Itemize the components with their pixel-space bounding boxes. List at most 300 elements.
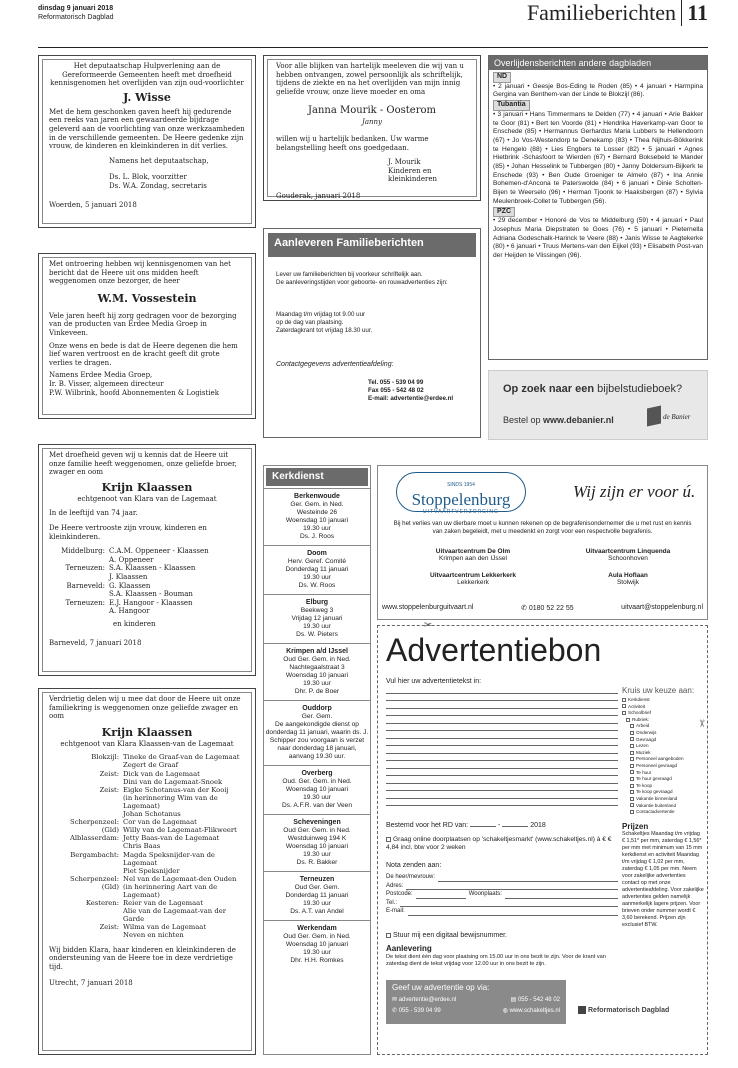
option-checkbox[interactable] [622, 711, 626, 715]
family-member: Tineke de Graaf-van de Lagemaat [123, 753, 240, 762]
family-member: G. Klaassen [109, 581, 151, 590]
banier-text: Op zoek naar een [503, 383, 595, 395]
family-member: S.A. Klaassen - Bouman [109, 590, 193, 599]
prices-text: Schakeltjes Maandag t/m vrijdag € 1,51* per mm, zaterdag € 1,56* per mm met minimum van 15 mm kerkdienst en activiteit Maandag t/m vrijdag € 1,02 per mm, zaterdag € 1,05 per mm. Neem voor zakelijke advertenties contact op met onze advertentieafdeling. Voor zakelijke advertenties gelden namelijk aanmerkelijk lagere prijzen. Voor brieven onder nummer wordt € 3,60 berekend. Prijzen zijn exclusief BTW. [622, 830, 704, 928]
family-place [49, 867, 123, 875]
kerkdienst-place: Berkenwoude [294, 493, 340, 500]
option-label: Vakantie binnenland [636, 795, 678, 801]
kerkdienst-detail: Ger. Gem. [301, 713, 333, 720]
family-row [49, 794, 245, 810]
fax-icon: ▤ [510, 997, 517, 1003]
family-place: Bergambacht: [70, 850, 119, 859]
contact-fax: 055 - 542 48 02 [517, 997, 560, 1003]
stoppelenburg-email[interactable]: uitvaart@stoppelenburg.nl [621, 604, 703, 611]
kerkdienst-detail: 19.30 uur [303, 949, 331, 956]
banier-ad[interactable] [488, 370, 708, 440]
kerkdienst-detail: Westeinde 26 [296, 509, 338, 516]
contact-website[interactable]: www.schakeltjes.nl [509, 1008, 560, 1014]
notice-body: willen wij u hartelijk bedanken. Uw warme belangstelling heeft ons goedgedaan. [276, 134, 429, 152]
family-row [49, 931, 245, 939]
notice-intro: Voor alle blijken van hartelijk meeleven die wij van u hebben ontvangen, zowel persoonlijk als schriftelijk, tijdens de ziekte en na het overlijden van mijn innig geliefde vrouw, onze lieve moeder en oma [276, 62, 464, 96]
header-rule [38, 47, 708, 48]
option-label: Gevraagd [636, 736, 657, 742]
family-place: (Gld) [101, 826, 119, 835]
aanlevering-text: De tekst dient één dag voor plaatsing om 15.00 uur in ons bezit te zijn. Voor de krant van zaterdag dient de tekst vrijdag voor 12.00 uur in ons bezit te zijn. [386, 954, 606, 967]
option-checkbox[interactable] [630, 757, 634, 761]
category-option[interactable] [622, 737, 704, 744]
aanleveren-text: op de dag van plaatsing. [276, 319, 344, 326]
date-day-field[interactable] [470, 826, 496, 827]
stoppelenburg-logo [396, 472, 526, 515]
category-option[interactable] [622, 783, 704, 790]
family-place [49, 794, 123, 810]
family-row [49, 834, 245, 842]
kerkdienst-detail: Vrijdag 12 januari [291, 615, 343, 622]
category-option[interactable] [622, 704, 704, 711]
family-place: Scherpenzeel: [70, 874, 119, 883]
aanleveren-box [263, 228, 481, 438]
family-place: Terneuzen: [65, 564, 105, 573]
category-option[interactable] [622, 730, 704, 737]
family-member: Johan Schotanus [123, 810, 181, 819]
category-option[interactable] [622, 796, 704, 803]
option-checkbox[interactable] [630, 724, 634, 728]
kerkdienst-item [264, 871, 370, 920]
option-checkbox[interactable] [630, 737, 634, 741]
kerkdienst-detail: Dhr. P. de Boer [294, 688, 340, 695]
kerkdienst-detail: 19.30 uur [303, 574, 331, 581]
family-place: Zeist: [99, 785, 119, 794]
family-row [49, 810, 245, 818]
category-option[interactable] [622, 789, 704, 796]
family-row [49, 867, 245, 875]
family-member: Zegert de Graaf [123, 761, 179, 770]
ad-text-lines[interactable] [386, 686, 618, 806]
proof-checkbox[interactable] [386, 933, 391, 938]
deceased-name: Krijn Klaassen [101, 725, 193, 739]
option-label: Personeel aangeboden [636, 756, 684, 762]
category-option[interactable] [622, 770, 704, 777]
family-member: Nel van de Lagemaat-den Ouden [123, 874, 237, 883]
family-member: J. Klaassen [109, 572, 148, 581]
other-papers-title: Overlijdensberichten andere dagbladen [489, 56, 707, 70]
option-label: Rubriek: [632, 716, 650, 722]
family-list [49, 753, 245, 939]
option-checkbox[interactable] [626, 718, 630, 722]
option-checkbox[interactable] [630, 803, 634, 807]
family-place: Zeist: [99, 923, 119, 932]
scissors-icon: ✂ [695, 719, 707, 728]
kerkdienst-detail: 19.30 uur [303, 851, 331, 858]
family-member: Willy van de Lagemaat-Flikweert [123, 826, 237, 835]
contact-fax: Fax 055 - 542 48 02 [368, 387, 424, 394]
prices-heading: Prijzen [622, 821, 649, 831]
aanleveren-text: Zaterdagkrant tot vrijdag 18.30 uur. [276, 327, 373, 334]
signature-line: Ds. L. Blok, voorzitter [109, 173, 187, 182]
scissors-icon: ✂ [424, 620, 433, 631]
family-row [49, 907, 245, 923]
notice-intro: Verdrietig delen wij u mee dat door de Heere uit onze familiekring is weggenomen onze geliefde zwager en oom [49, 695, 241, 721]
option-checkbox[interactable] [630, 751, 634, 755]
deceased-name: J. Wisse [123, 90, 171, 104]
city-label: Woonplaats: [468, 891, 502, 897]
category-option[interactable] [622, 717, 704, 724]
phone-label: Tel.: [386, 899, 398, 906]
category-option[interactable] [622, 756, 704, 763]
phone-field[interactable] [400, 899, 618, 908]
kerkdienst-item [264, 643, 370, 700]
family-row [49, 883, 245, 899]
family-row [49, 607, 245, 616]
banier-url[interactable]: www.debanier.nl [543, 415, 614, 425]
kerkdienst-box [263, 465, 371, 1055]
kerkdienst-detail: 19.30 uur [303, 794, 331, 801]
logo-sub: UITVAARTVERZORGING [423, 509, 499, 515]
option-checkbox[interactable] [630, 784, 634, 788]
category-option[interactable] [622, 697, 704, 704]
signature-line: Namens het deputaatschap, [109, 156, 209, 165]
phone-icon: ✆ [521, 605, 527, 612]
aanleveren-text: De aanleveringstijden voor geboorte- en rouwadvertenties zijn: [276, 279, 448, 286]
kerkdienst-place: Scheveningen [293, 819, 341, 826]
stoppelenburg-body: Bij het verlies van uw dierbare moet u kunnen rekenen op de begrafenisondernemer die u met rust en kennis van zaken begeleidt, met u meedenkt en zorgt voor een respectvolle begrafenis. [393, 520, 692, 535]
category-option[interactable] [622, 809, 704, 816]
family-place: Scherpenzeel: [70, 818, 119, 827]
kerkdienst-item [264, 765, 370, 814]
kerkdienst-place: Ouddorp [302, 705, 332, 712]
family-place [49, 778, 123, 786]
kerkdienst-detail: Dhr. H.H. Romkes [290, 957, 344, 964]
family-member: Reier van de Lagemaat [123, 899, 203, 908]
paper-tag: ND [493, 72, 511, 83]
aanleveren-text: Lever uw familieberichten bij voorkeur schriftelijk aan. [276, 271, 423, 278]
kerkdienst-place: Krimpen a/d IJssel [286, 648, 348, 655]
header-date: dinsdag 9 januari 2018 [38, 5, 114, 12]
banier-text: bijbelstudieboek? [597, 383, 683, 395]
option-checkbox[interactable] [630, 790, 634, 794]
paper-tag: Tubantia [493, 100, 530, 111]
kerkdienst-detail: Westduinweg 194 K [287, 835, 347, 842]
kerkdienst-place: Overberg [301, 770, 333, 777]
location-name: Uitvaartcentrum Lekkerkerk [430, 572, 516, 579]
option-label: Arbeid [636, 723, 650, 729]
kerkdienst-detail: Nachtegaalstraat 3 [289, 664, 345, 671]
signature-line: Kinderen en kleinkinderen [388, 166, 437, 184]
family-place [49, 907, 123, 923]
kerkdienst-place: Elburg [305, 599, 329, 606]
family-place: Alblasserdam: [69, 834, 119, 843]
family-place [49, 573, 109, 582]
family-row [49, 923, 245, 931]
family-member: (in herinnering Aart van de Lagemaat) [123, 882, 218, 899]
category-option[interactable] [622, 763, 704, 770]
family-member: Cor van de Lagemaat [123, 818, 197, 827]
notice-place: Barneveld, 7 januari 2018 [49, 638, 142, 647]
family-row [49, 556, 245, 565]
option-label: Te koop [636, 782, 653, 788]
header-date-block [38, 4, 113, 22]
kerkdienst-detail: 19.30 uur [303, 680, 331, 687]
option-label: Schoolbrief [628, 710, 651, 716]
family-row [49, 875, 245, 883]
kerkdienst-detail: 19.30 uur [303, 525, 331, 532]
family-row [49, 851, 245, 867]
family-row [49, 590, 245, 599]
kerkdienst-detail: Woensdag 10 januari [285, 672, 349, 679]
family-place [49, 590, 109, 599]
option-label: Muziek [636, 749, 651, 755]
family-place [49, 842, 123, 850]
deceased-name: W.M. Vossestein [97, 291, 197, 305]
notice-place: Gouderak, januari 2018 [276, 191, 361, 200]
family-row [49, 786, 245, 794]
contact-panel-title: Geef uw advertentie op via: [392, 983, 490, 992]
aanleveren-text: Maandag t/m vrijdag tot 9.00 uur [276, 311, 366, 318]
category-option[interactable] [622, 776, 704, 783]
option-checkbox[interactable] [630, 731, 634, 735]
kerkdienst-place: Werkendam [297, 925, 337, 932]
kerkdienst-detail: Oud Ger. Gem. in Ned. [283, 656, 351, 663]
option-checkbox[interactable] [630, 770, 634, 774]
notice-mourik [263, 55, 481, 201]
book-icon [647, 406, 661, 427]
kerkdienst-detail: Woensdag 10 januari [285, 843, 349, 850]
family-row [49, 842, 245, 850]
option-checkbox[interactable] [630, 797, 634, 801]
spouse-line: echtgenoot van Klara van de Lagemaat [77, 494, 217, 503]
family-place: Middelburg: [61, 547, 105, 556]
contact-email[interactable]: advertentie@erdee.nl [398, 997, 457, 1003]
option-checkbox[interactable] [630, 777, 634, 781]
mail-icon: ✉ [392, 997, 398, 1003]
family-end: en kinderen [113, 619, 156, 628]
name-field[interactable] [438, 873, 618, 882]
option-label: Personeel gevraagd [636, 762, 678, 768]
family-row [49, 899, 245, 907]
family-place: Barneveld: [66, 581, 105, 590]
family-member: Magda Speksnijder-van de Lagemaat [123, 850, 215, 867]
kerkdienst-title: Kerkdienst [266, 468, 368, 486]
contact-email: E-mail: advertentie@erdee.nl [368, 395, 454, 402]
location-city: Schoonhoven [608, 555, 648, 562]
notice-body: Onze wens en bede is dat de Heere degenen die hem lief waren vertroost en de kracht geeft dit grote verlies te dragen. [49, 341, 238, 367]
option-label: Vakantie buitenland [636, 802, 677, 808]
location-city: Krimpen aan den IJssel [439, 555, 507, 562]
nota-label: Nota zenden aan: [386, 862, 442, 869]
kerkdienst-detail: Woensdag 10 januari [285, 786, 349, 793]
option-label: Te huur gevraagd [636, 776, 672, 782]
aanleveren-title: Aanleveren Familieberichten [268, 233, 476, 257]
family-row [49, 599, 245, 608]
kerkdienst-detail: Oud Ger. Gem. in Ned. [283, 933, 351, 940]
option-label: Onderwijs [636, 729, 657, 735]
other-papers-box [488, 55, 708, 360]
family-row [49, 573, 245, 582]
paper-list: • 2 januari • Geesje Bos-Eding te Roden (85) • 4 januari • Harmpina Gergina van Benthem-van der Linde te Blokzijl (86). [493, 82, 703, 99]
online-label: Graag online doorplaatsen op 'schakeltjesmarkt' (www.schakeltjes.nl) à € € 4,84 incl. btw voor 2 weken [386, 836, 612, 851]
location-city: Stolwijk [616, 579, 640, 586]
notice-body: De Heere vertrooste zijn vrouw, kinderen en kleinkinderen. [49, 523, 207, 541]
email-field[interactable] [408, 907, 618, 916]
family-member: Neven en nichten [123, 931, 184, 940]
family-place: Terneuzen: [65, 598, 105, 607]
rd-logo-icon [578, 1006, 586, 1014]
postcode-field[interactable] [416, 890, 466, 899]
rd-logo: Reformatorisch Dagblad [588, 1006, 670, 1014]
date-month-field[interactable] [502, 826, 528, 827]
family-member: Chris Baas [123, 842, 161, 851]
notice-intro: Met ontroering hebben wij kennisgenomen van het bericht dat de Heere uit ons midden heeft weggenomen onze bezorger, de heer [49, 260, 231, 286]
postcode-label: Postcode: [386, 891, 413, 897]
kerkdienst-detail: Oud Ger. Gem. in Ned. [283, 827, 351, 834]
category-option[interactable] [622, 743, 704, 750]
kerkdienst-detail: Herv. Geref. Comité [287, 558, 347, 565]
location-city: Lekkerkerk [457, 579, 489, 586]
choose-label: Kruis uw keuze aan: [622, 686, 695, 695]
family-member: Dick van de Lagemaat [123, 769, 200, 778]
option-label: Te koop gevraagd [636, 789, 673, 795]
family-row [49, 761, 245, 769]
page-title: Familieberichten [526, 0, 676, 25]
family-place: Zeist: [99, 769, 119, 778]
email-label: E-mail: [386, 908, 405, 914]
kerkdienst-place: Terneuzen [299, 876, 335, 883]
family-place: Blokzijl: [91, 753, 119, 762]
kerkdienst-detail: Ds. W. Pieters [296, 631, 338, 638]
deceased-name: Krijn Klaassen [101, 480, 193, 494]
signature-line: Ir. B. Visser, algemeen directeur [49, 379, 164, 388]
family-row [49, 818, 245, 826]
category-option[interactable] [622, 803, 704, 810]
advertentiebon: ✂ ✂ Advertentiebon Vul hier uw advertentietekst in: Kruis uw keuze aan: Kerkdienst Activiteit Schoolbrief Rubriek: Arbeid Onderwijs Gevraagd Lezen Muziek Personeel aangeboden Personeel gevraagd Te huur Te huur gevraagd Te koop Te koop gevraagd Vakantie binnenland Vakantie buitenland Contactadvertentie Prijzen Schakeltjes Maandag t/m vrijdag € 1,51* per mm, zaterdag € 1,56* per mm met minimum van 15 mm kerkdienst en activiteit Maandag t/m vrijdag € 1,02 per mm, zaterdag € 1,05 per mm. Neem voor zakelijke advertenties contact op met onze advertentieafdeling. Voor zakelijke advertenties gelden namelijk aanmerkelijk lagere prijzen. Voor brieven onder nummer wordt € 3,60 berekend. Prijzen zijn exclusief BTW. Bestemd voor het RD van: - 2018 Graag online doorplaatsen op 'schakeltjesmarkt' (www.schakeltjes.nl) à € € 4,84 incl. btw voor 2 weken Nota zenden aan: De heer/mevrouw: Adres: Postcode: Woonplaats: Tel.: E-mail: Stuur mij een digitaal bewijsnummer. Aanlevering De tekst dient één dag voor plaatsing om 15.00 uur in ons bezit te zijn. Voor de krant van zaterdag dient de tekst vrijdag voor 12.00 uur in ons bezit te zijn. Geef uw advertentie op via: ✉ advertentie@erdee.nl ▤ 055 - 542 48 02 ✆ 055 - 539 04 99 ◍ www.schakeltjes.nl Reformatorisch Dagblad [377, 625, 708, 1055]
family-list [49, 547, 245, 616]
kerkdienst-item [264, 814, 370, 871]
kerkdienst-detail: Ds. A.T. van Andel [290, 908, 344, 915]
kerkdienst-item [264, 545, 370, 594]
family-row [49, 753, 245, 761]
page-number: 11 [681, 0, 708, 26]
location-name: Aula Hoflaan [608, 572, 648, 579]
category-option[interactable] [622, 723, 704, 730]
kerkdienst-detail: Woensdag 10 januari [285, 941, 349, 948]
logo-since: SINDS 1954 [444, 482, 478, 488]
family-place: Kesteren: [85, 899, 119, 908]
banier-text: Bestel op [503, 415, 541, 425]
option-label: Activiteit [628, 703, 646, 709]
contact-heading: Contactgegevens advertentieafdeling: [276, 361, 394, 368]
kerkdienst-detail: Ds. W. Roos [298, 582, 336, 589]
category-option[interactable] [622, 710, 704, 717]
bestemd-label: Bestemd voor het RD van: [386, 822, 469, 829]
globe-icon: ◍ [502, 1008, 508, 1014]
signature-line: P.W. Wilbrink, hoofd Abonnementen & Logistiek [49, 388, 219, 397]
stoppelenburg-slogan: Wij zijn er voor ú. [573, 482, 696, 501]
spouse-line: echtgenoot van Klara Klaassen-van de Lagemaat [60, 739, 234, 748]
kerkdienst-place: Doom [307, 550, 327, 557]
contact-phone: 055 - 539 04 99 [398, 1008, 441, 1014]
family-member: A. Oppeneer [109, 555, 154, 564]
online-checkbox[interactable] [386, 837, 391, 842]
notice-body: Wij bidden Klara, haar kinderen en kleinkinderen de ondersteuning van de Heere toe in deze verdrietige tijd. [49, 945, 236, 971]
family-place [49, 607, 109, 616]
stoppelenburg-website[interactable]: www.stoppelenburguitvaart.nl [382, 604, 474, 611]
age-line: In de leeftijd van 74 jaar. [49, 509, 138, 518]
family-member: E.J. Hangoor - Klaassen [109, 598, 193, 607]
option-checkbox[interactable] [622, 698, 626, 702]
kerkdienst-detail: Ds. A.F.R. van der Veen [281, 802, 352, 809]
signature-line: Ds. W.A. Zondag, secretaris [109, 181, 207, 190]
bon-title: Advertentiebon [386, 632, 602, 668]
family-member: Wilma van de Lagemaat [123, 923, 207, 932]
option-label: Kerkdienst [628, 697, 650, 702]
family-place [49, 931, 123, 939]
city-field[interactable] [505, 890, 618, 899]
family-place [49, 761, 123, 769]
notice-klaassen-2 [38, 688, 256, 1055]
kerkdienst-detail: Donderdag 11 januari [285, 566, 349, 573]
category-option[interactable] [622, 750, 704, 757]
family-member: Eigke Schotanus-van der Kooij [123, 785, 229, 794]
family-member: Jetty Baas-van de Lagemaat [123, 834, 220, 843]
kerkdienst-detail: 19.30 uur [303, 623, 331, 630]
option-checkbox[interactable] [622, 704, 626, 708]
location-name: Uitvaartcentrum De Olm [435, 548, 511, 555]
family-member: S.A. Klaassen - Klaassen [109, 564, 196, 573]
kerkdienst-list [264, 488, 370, 969]
address-field[interactable] [406, 882, 618, 891]
family-row [49, 547, 245, 556]
paper-tag: PZC [493, 207, 515, 218]
family-row [49, 778, 245, 786]
deceased-name: Janna Mourik - Oosterom [307, 105, 437, 117]
option-checkbox[interactable] [630, 744, 634, 748]
paper-list: • 3 januari • Hans Timmermans te Delden (77) • 4 januari • Arie Bakker te Goor (81) • Bert ten Voorde (81) • Hendrika Haverkamp-van Goor te Enschede (85) • Hermannus Gerhardus Maria Lubbers te Hellendoorn (67) • Jo Vos-Westendorp te Denekamp (83) • Thea Nijhuis-Bökkerink te Hengelo (88) • Lies Engbers te Losser (82) • 5 januari • Agnes Hietbrink -Schasfoort te Wierden (67) • Bernard Boksebeld te Mander (85) • Johan Hesselink te Tubbergen (80) • Janny Doldersum-Bijkerk te Enschede (93) • Ben Oude Groeniger te Almelo (87) • Ina Annie Bohemen-d'Ancona te Paterswolde (84) • 6 januari • Dinie Scholten-Bijen te Weerselo (96) • Herman Tjoonk te Haaksbergen (87) • Sylvia Meulenbroek-Collet te Tubbergen (56). [493, 110, 703, 205]
aanlevering-heading: Aanlevering [386, 944, 432, 953]
notice-place: Woerden, 5 januari 2018 [49, 200, 137, 209]
notice-intro: Met droefheid geven wij u kennis dat de Heere uit onze familie heeft weggenomen, onze geliefde broer, zwager en oom [49, 451, 237, 477]
notice-body: Vele jaren heeft hij zorg gedragen voor de bezorging van de producten van Erdee Media Groep in Vinkeveen. [49, 311, 237, 337]
stoppelenburg-phone: 0180 52 22 55 [528, 605, 574, 612]
family-member: C.A.M. Oppeneer - Klaassen [109, 547, 209, 556]
option-label: Te huur [636, 769, 652, 775]
kerkdienst-detail: Donderdag 11 januari [285, 892, 349, 899]
family-member: A. Hangoor [109, 607, 150, 616]
kerkdienst-detail: 19.30 uur [303, 900, 331, 907]
option-checkbox[interactable] [630, 764, 634, 768]
phone-icon: ✆ [392, 1008, 398, 1014]
signature-line: J. Mourik [388, 158, 421, 167]
location-name: Uitvaartcentrum Linquenda [585, 548, 671, 555]
proof-label: Stuur mij een digitaal bewijsnummer. [393, 932, 507, 939]
kerkdienst-item [264, 700, 370, 765]
signature-line: Namens Erdee Media Groep, [49, 371, 153, 380]
family-member: Dini van de Lagemaat-Snoek [123, 777, 223, 786]
option-label: Lezen [636, 743, 649, 749]
kerkdienst-detail: Oud Ger. Gem. [294, 884, 340, 891]
paper-list: • 29 december • Honoré de Vos te Middelburg (59) • 4 januari • Paul Josephus Maria Diepstraten te Goes (76) • 5 januari • Pieternella Adriana Godeschalk-Harinck te Veere (88) • Janis Wisse te Aagtekerke (80) • 6 januari • Truus Mertens-van den Eijkel (93) • Elisabeth Post-van der Heijden te Vlissingen (96). [493, 217, 703, 260]
kerkdienst-detail: De aangekondigde dienst op donderdag 11 januari, waarin ds. J. Schipper zou voorgaan is verzet naar donderdag 18 januari, aanvang 19.30 uur. [265, 721, 369, 760]
stoppelenburg-ad [377, 465, 708, 620]
kerkdienst-item [264, 488, 370, 545]
kerkdienst-detail: Woensdag 10 januari [285, 517, 349, 524]
kerkdienst-detail: Ger. Gem. in Ned. [290, 501, 344, 508]
kerkdienst-detail: Ds. J. Roos [299, 533, 335, 540]
contact-panel [386, 980, 566, 1024]
kerkdienst-detail: Ds. R. Bakker [296, 859, 338, 866]
kerkdienst-detail: Oud. Ger. Gem. in Ned. [282, 778, 352, 785]
option-checkbox[interactable] [630, 810, 634, 814]
family-row [49, 770, 245, 778]
